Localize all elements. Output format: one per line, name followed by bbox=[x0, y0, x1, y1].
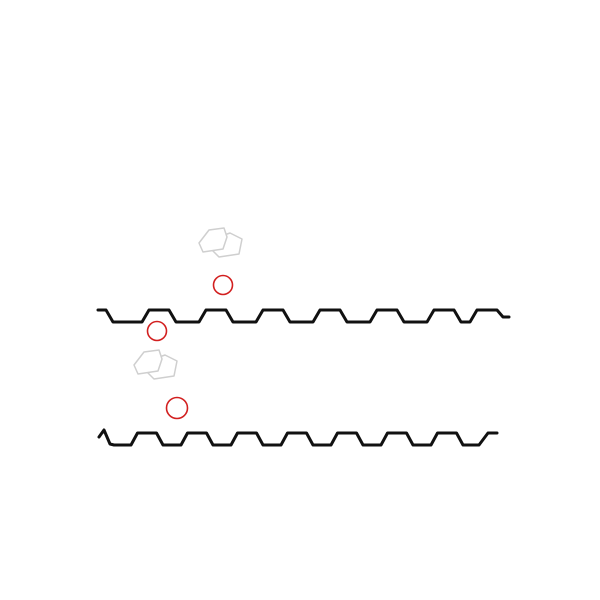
callout-r-circle bbox=[167, 398, 188, 419]
watermark-2 bbox=[134, 350, 177, 379]
callout-a-circle bbox=[148, 322, 167, 341]
metall-profil-logo-icon bbox=[199, 228, 242, 257]
watermark-1 bbox=[199, 228, 242, 257]
callout-b-circle bbox=[214, 276, 233, 295]
metall-profil-logo-icon bbox=[134, 350, 177, 379]
section1-profile-path bbox=[98, 310, 509, 322]
section2-profile-path bbox=[99, 430, 497, 445]
